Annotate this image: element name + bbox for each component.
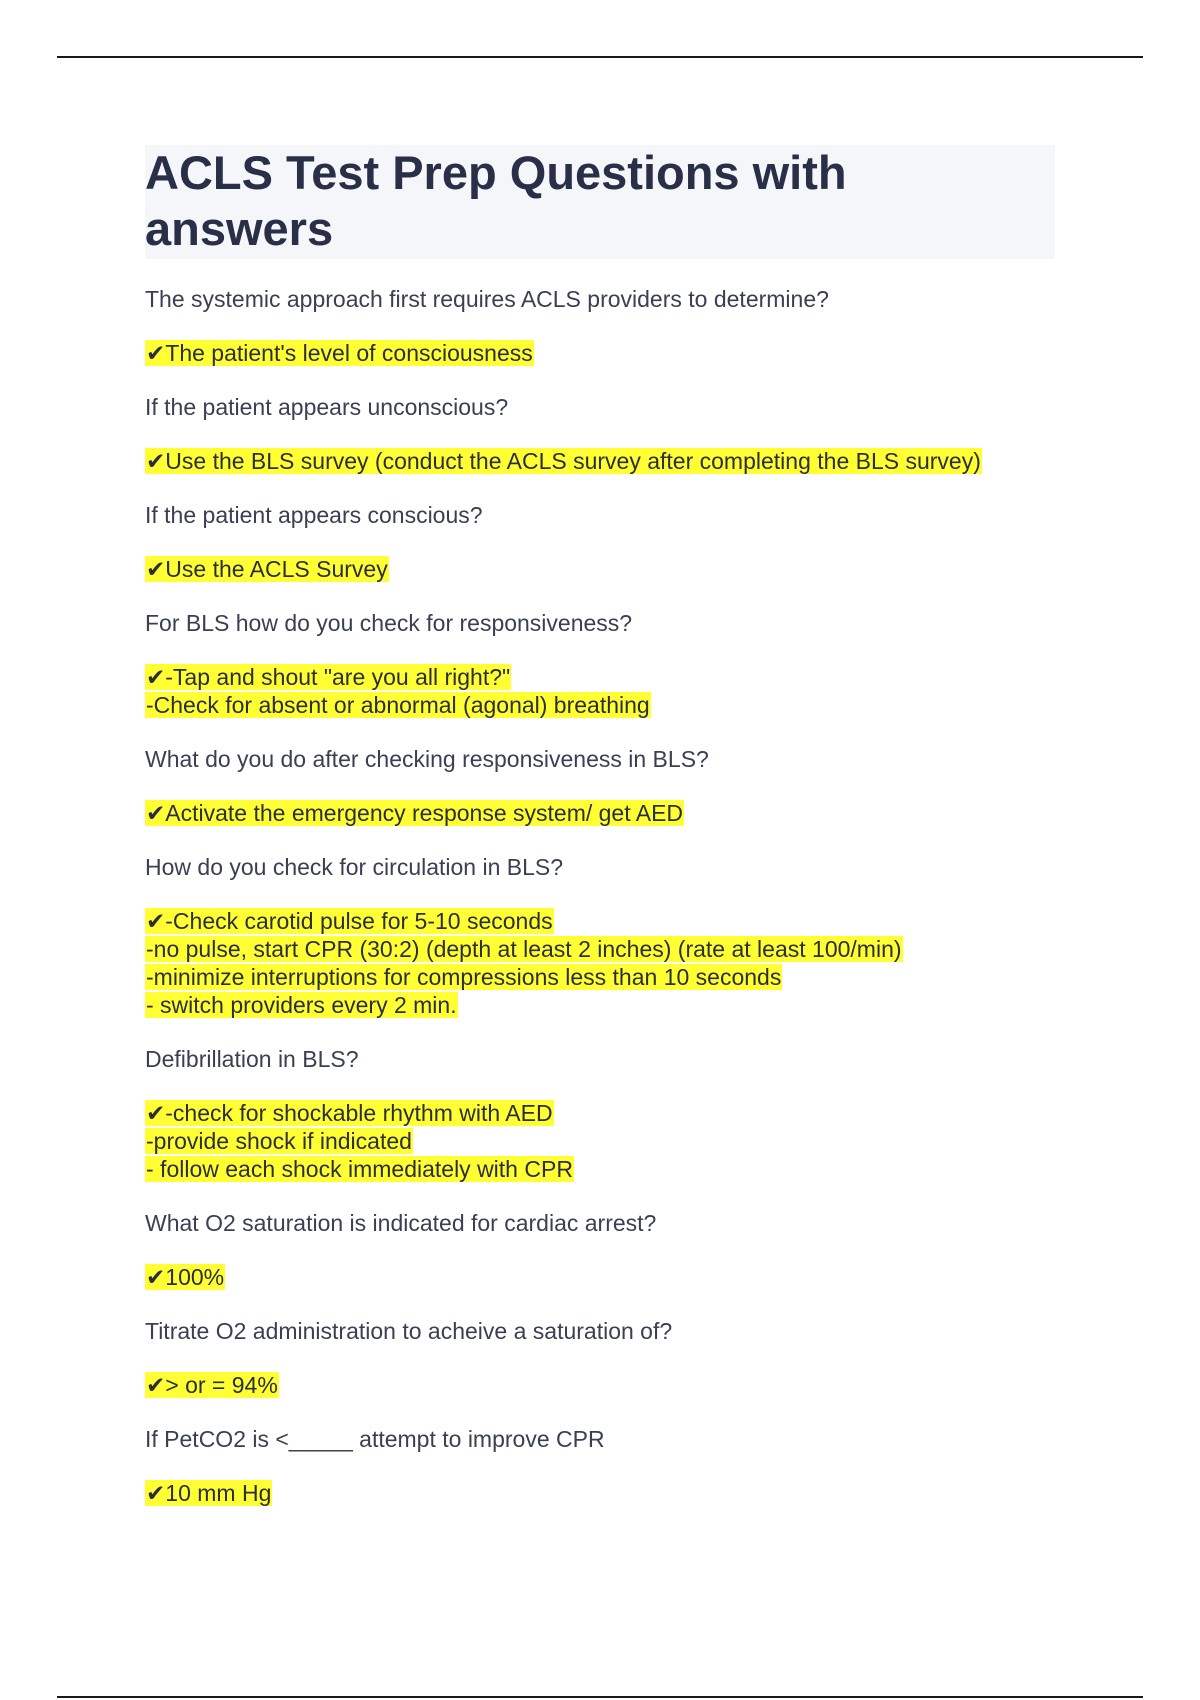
question-text: If PetCO2 is <_____ attempt to improve CPR xyxy=(145,1426,605,1452)
answer-line xyxy=(145,663,1055,691)
answer-line xyxy=(145,1263,1055,1291)
answer-line xyxy=(145,799,1055,827)
answer-line xyxy=(145,963,1055,991)
highlighted-answer-text: ✔The patient's level of consciousness xyxy=(146,340,533,366)
highlighted-answer-text: - follow each shock immediately with CPR xyxy=(146,1156,573,1182)
answer-block xyxy=(145,1099,1055,1183)
question-text: Titrate O2 administration to acheive a saturation of? xyxy=(145,1318,673,1344)
question-text: If the patient appears unconscious? xyxy=(145,394,509,420)
document-body xyxy=(145,145,1055,1533)
answer-line xyxy=(145,1099,1055,1127)
answer-line xyxy=(145,691,1055,719)
title-block xyxy=(145,145,1055,259)
answer-block xyxy=(145,663,1055,719)
question-text: Defibrillation in BLS? xyxy=(145,1046,359,1072)
answer-line xyxy=(145,339,1055,367)
answer-line xyxy=(145,991,1055,1019)
question-text: What do you do after checking responsiveness in BLS? xyxy=(145,746,709,772)
question-text: How do you check for circulation in BLS? xyxy=(145,854,564,880)
answer-line xyxy=(145,907,1055,935)
highlighted-answer-text: -no pulse, start CPR (30:2) (depth at least 2 inches) (rate at least 100/min) xyxy=(146,936,902,962)
answer-block xyxy=(145,339,1055,367)
highlighted-answer-text: ✔-check for shockable rhythm with AED xyxy=(146,1100,553,1126)
answer-block xyxy=(145,1263,1055,1291)
qa-list xyxy=(145,285,1055,1507)
highlighted-answer-text: -provide shock if indicated xyxy=(146,1128,412,1154)
answer-block xyxy=(145,907,1055,1019)
answer-line xyxy=(145,1127,1055,1155)
highlighted-answer-text: ✔10 mm Hg xyxy=(146,1480,272,1506)
question-text: The systemic approach first requires ACLS providers to determine? xyxy=(145,286,829,312)
answer-block xyxy=(145,447,1055,475)
highlighted-answer-text: - switch providers every 2 min. xyxy=(146,992,457,1018)
question-text: For BLS how do you check for responsiveness? xyxy=(145,610,633,636)
answer-block xyxy=(145,1371,1055,1399)
highlighted-answer-text: ✔-Check carotid pulse for 5-10 seconds xyxy=(146,908,553,934)
question-text: What O2 saturation is indicated for cardiac arrest? xyxy=(145,1210,657,1236)
answer-block xyxy=(145,799,1055,827)
answer-line xyxy=(145,1479,1055,1507)
answer-line xyxy=(145,1371,1055,1399)
answer-line xyxy=(145,1155,1055,1183)
answer-line xyxy=(145,935,1055,963)
answer-line xyxy=(145,447,1055,475)
highlighted-answer-text: ✔-Tap and shout "are you all right?" xyxy=(146,664,511,690)
top-divider xyxy=(57,56,1143,58)
answer-block xyxy=(145,1479,1055,1507)
answer-line xyxy=(145,555,1055,583)
highlighted-answer-text: ✔Use the ACLS Survey xyxy=(146,556,388,582)
answer-block xyxy=(145,555,1055,583)
highlighted-answer-text: ✔Use the BLS survey (conduct the ACLS survey after completing the BLS survey) xyxy=(146,448,981,474)
highlighted-answer-text: -Check for absent or abnormal (agonal) breathing xyxy=(146,692,650,718)
highlighted-answer-text: -minimize interruptions for compressions less than 10 seconds xyxy=(146,964,782,990)
highlighted-answer-text: ✔100% xyxy=(146,1264,225,1290)
bottom-divider xyxy=(57,1696,1143,1698)
question-text: If the patient appears conscious? xyxy=(145,502,483,528)
document-title: ACLS Test Prep Questions with answers xyxy=(145,146,847,255)
highlighted-answer-text: ✔Activate the emergency response system/ get AED xyxy=(146,800,684,826)
highlighted-answer-text: ✔> or = 94% xyxy=(146,1372,278,1398)
